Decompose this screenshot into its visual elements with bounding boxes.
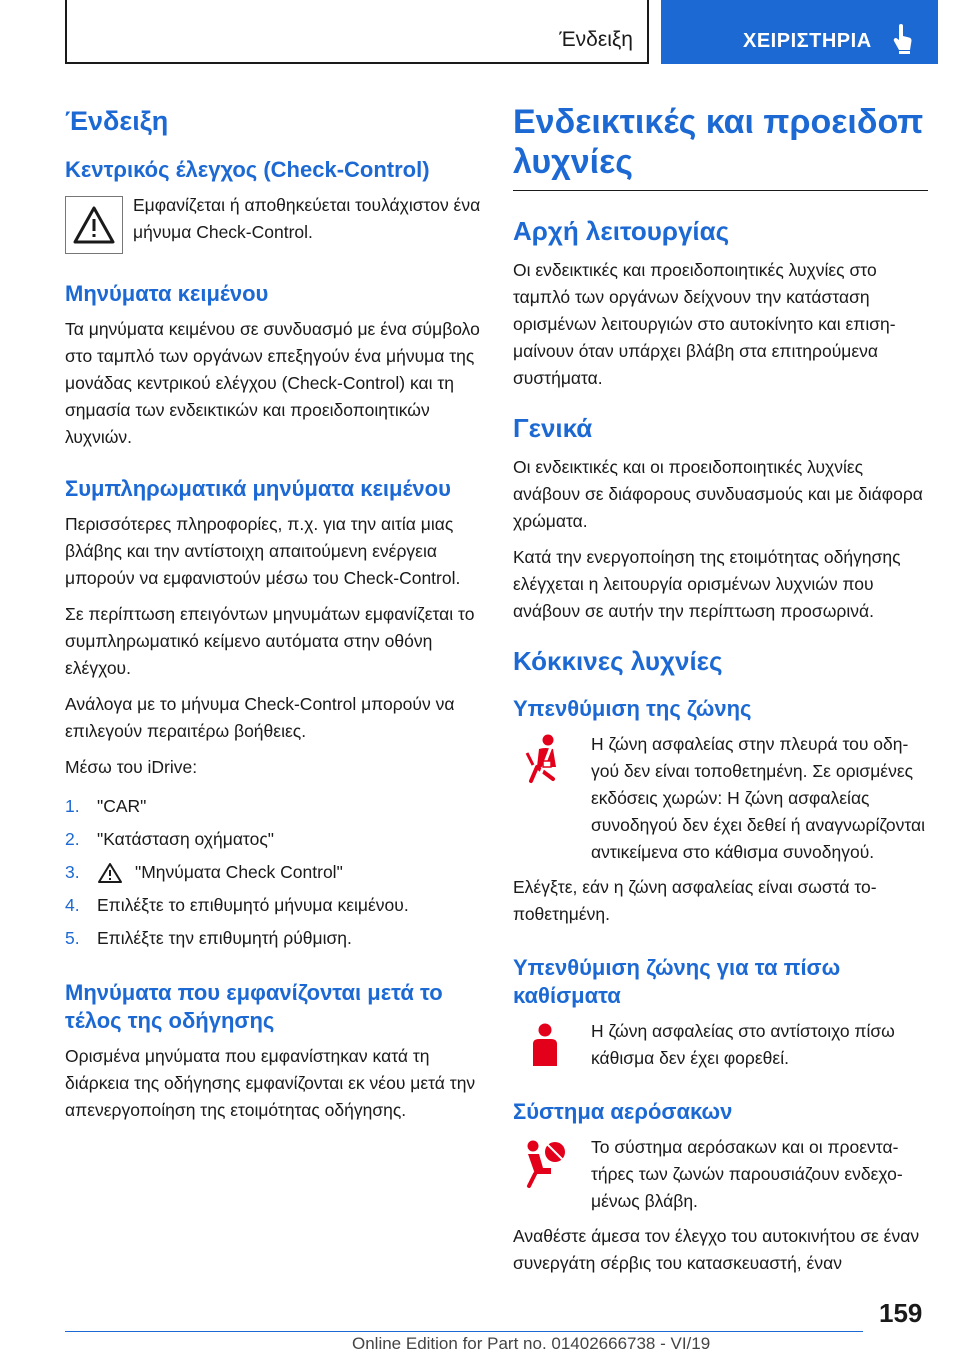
supplementary-p1: Περισσότερες πληροφορίες, π.χ. για την αιτία μιας βλάβης και την αντίστοιχη απαιτούμενη ενέργεια μπορούν να εμφανιστούν μέσω του Check-Control. [65, 514, 461, 588]
step-text: "Μηνύματα Check Control" [135, 862, 343, 882]
supplementary-p4: Μέσω του iDrive: [65, 757, 198, 777]
footer-divider [65, 1331, 863, 1332]
header-chapter-label: ΧΕΙΡΙΣΤΗΡΙΑ [743, 30, 872, 52]
airbag-text: Το σύστημα αερόσακων και οι προεντατήρες των ζωνών παρουσιάζουν ενδεχομένως βλάβη. [591, 1137, 903, 1211]
right-title [513, 102, 928, 191]
left-column [65, 96, 485, 1133]
airbag-action-text: Αναθέστε άμεσα τον έλεγχο του αυτοκινήτου σε έναν συνεργάτη σέρβις του κατασκευαστή, έναν [513, 1226, 920, 1273]
rear-belt-heading: Υπενθύμιση ζώνης για τα πίσω καθίσματα [513, 955, 841, 1008]
supplementary-p3: Ανάλογα με το μήνυμα Check-Control μπορούν να επιλεγούν περαιτέρω βοήθειες. [65, 694, 455, 741]
header-section-box [65, 0, 649, 64]
rear-seat-person-icon [513, 1018, 577, 1076]
belt-reminder-text: Η ζώνη ασφαλείας στην πλευρά του οδηγού δεν είναι τοποθετημένη. Σε ορισμένες εκδόσεις χωρών: Η ζώνη ασφαλείας συνοδηγού δεν έχει δεθεί ή αναγνωρίζονται αντικείμενα στο κάθισμα συνοδηγού. [591, 734, 926, 862]
step-text: Επιλέξτε την επιθυμητή ρύθμιση. [97, 928, 352, 948]
principle-text: Οι ενδεικτικές και προειδοποιητικές λυχνίες στο ταμπλό των οργάνων δείχνουν την κατάσταση ορισμένων λειτουργιών στο αυτοκίνητο και επισημαίνουν όταν υπάρχει βλάβη στα επιτηρούμενα συστήματα. [513, 260, 896, 388]
right-title-line1: Ενδεικτικές και προειδοπ [513, 103, 924, 141]
general-p1: Οι ενδεικτικές και οι προειδοποιητικές λυχνίες ανάβουν σε διάφορους συνδυασμούς και με διάφορα χρώματα. [513, 457, 923, 531]
page-number: 159 [879, 1298, 923, 1328]
hand-pointer-icon [893, 24, 915, 54]
belt-reminder-row [513, 731, 928, 866]
belt-reminder-heading: Υπενθύμιση της ζώνης [513, 696, 752, 721]
step-number: 5. [65, 928, 80, 948]
warning-triangle-icon [65, 196, 123, 254]
step-number: 3. [65, 862, 80, 882]
red-lights-heading: Κόκκινες λυχνίες [513, 646, 723, 676]
text-messages-heading: Μηνύματα κειμένου [65, 281, 269, 306]
list-item [65, 790, 485, 823]
right-title-line2: λυχνίες [513, 143, 633, 181]
list-item [65, 823, 485, 856]
principle-heading: Αρχή λειτουργίας [513, 216, 730, 246]
left-title: Ένδειξη [65, 106, 169, 136]
supplementary-heading: Συμπληρωματικά μηνύματα κειμένου [65, 476, 451, 501]
after-trip-text: Ορισμένα μηνύματα που εμφανίστηκαν κατά τη διάρκεια της οδήγησης εμφανίζονται εκ νέου μετά την απενεργοποίηση της ετοιμότητας οδήγησης. [65, 1046, 476, 1120]
check-control-heading: Κεντρικός έλεγχος (Check-Control) [65, 157, 430, 182]
step-text: "Κατάσταση οχήματος" [97, 829, 274, 849]
header-section-label: Ένδειξη [559, 28, 633, 51]
after-trip-heading: Μηνύματα που εμφανίζονται μετά το τέλος της οδήγησης [65, 980, 443, 1033]
rear-belt-row [513, 1018, 928, 1076]
text-messages-text: Τα μηνύματα κειμένου σε συνδυασμό με ένα σύμβολο στο ταμπλό των οργάνων επεξηγούν ένα μήνυμα της μονάδας κεντρικού ελέγχου (Check-Control) και τη σημασία των ενδεικτικών και προειδοποιητικών λυχνιών. [65, 319, 480, 447]
header-chapter-tab[interactable] [661, 0, 938, 64]
airbag-heading: Σύστημα αερόσακων [513, 1099, 733, 1124]
step-number: 4. [65, 895, 80, 915]
step-number: 2. [65, 829, 80, 849]
general-heading: Γενικά [513, 413, 593, 443]
step-number: 1. [65, 796, 80, 816]
airbag-warning-icon [513, 1134, 577, 1192]
airbag-row [513, 1134, 928, 1215]
check-control-text: Εμφανίζεται ή αποθηκεύεται τουλάχιστον ένα μήνυμα Check-Control. [133, 195, 481, 242]
check-control-row [65, 192, 485, 254]
list-item [65, 856, 485, 889]
step-text: "CAR" [97, 796, 147, 816]
right-column [513, 96, 928, 1286]
seatbelt-warning-icon [513, 731, 577, 789]
list-item [65, 922, 485, 955]
supplementary-p2: Σε περίπτωση επειγόντων μηνυμάτων εμφανίζεται το συμπληρωματικό κείμενο αυτόματα στην οθόνη ελέγχου. [65, 604, 475, 678]
step-text: Επιλέξτε το επιθυμητό μήνυμα κειμένου. [97, 895, 409, 915]
rear-belt-text: Η ζώνη ασφαλείας στο αντίστοιχο πίσω κάθισμα δεν έχει φορεθεί. [591, 1021, 895, 1068]
belt-check-text: Ελέγξτε, εάν η ζώνη ασφαλείας είναι σωστά τοποθετημένη. [513, 877, 877, 924]
general-p2: Κατά την ενεργοποίηση της ετοιμότητας οδήγησης ελέγχεται η λειτουργία ορισμένων λυχνιών που ανάβουν σε αυτήν την περίπτωση προσωρινά. [513, 547, 901, 621]
footer-edition-text: Online Edition for Part no. 01402666738 - VI/19 [352, 1334, 711, 1353]
list-item [65, 889, 485, 922]
warning-triangle-small-icon [97, 862, 123, 884]
steps-list [65, 790, 485, 955]
